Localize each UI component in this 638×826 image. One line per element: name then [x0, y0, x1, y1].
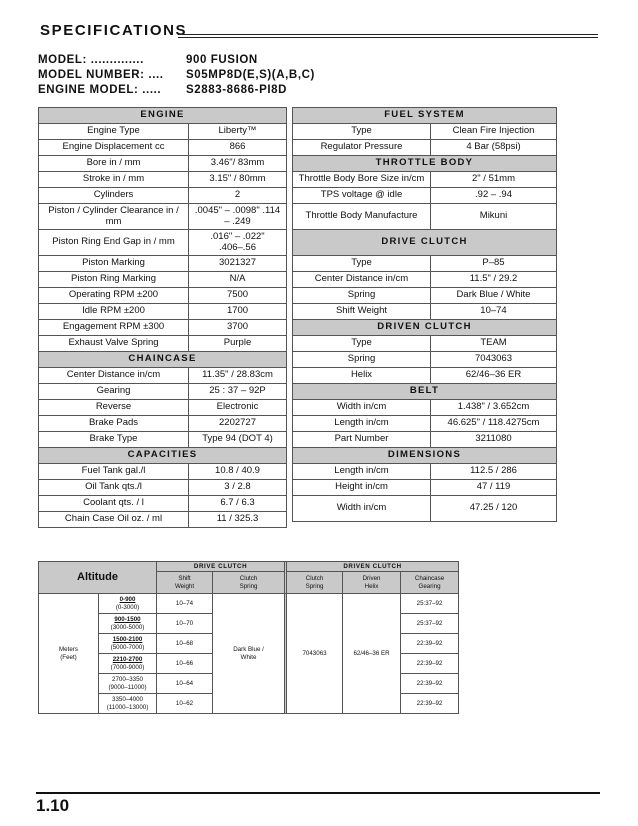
driven-clutch-header: DRIVEN CLUTCH: [293, 320, 557, 336]
shift-weight-value: 10–64: [157, 674, 213, 694]
belt-spec-row: [293, 400, 557, 416]
altitude-range-line: 3350–4000: [112, 696, 143, 704]
throttle-spec-row: [293, 204, 557, 230]
driven-clutch-spec-value: 7043063: [431, 352, 557, 368]
altitude-range-line: 2210-2700: [112, 656, 143, 664]
dimensions-spec-label: Length in/cm: [293, 464, 431, 480]
engine-spec-value: 1700: [189, 304, 287, 320]
belt-spec-label: Length in/cm: [293, 416, 431, 432]
chaincase-spec-label: Brake Type: [39, 432, 189, 448]
shift-weight-value: 10–70: [157, 614, 213, 634]
engine-spec-row: [39, 172, 287, 188]
belt-spec-label: Width in/cm: [293, 400, 431, 416]
chaincase-header: CHAINCASE: [39, 352, 287, 368]
belt-spec-label: Part Number: [293, 432, 431, 448]
driven-clutch-spec-row: [293, 336, 557, 352]
chaincase-spec-value: Type 94 (DOT 4): [189, 432, 287, 448]
capacities-header: CAPACITIES: [39, 448, 287, 464]
chaincase-spec-row: [39, 416, 287, 432]
capacities-spec-row: [39, 480, 287, 496]
clutch-spring-header-line: Clutch: [239, 575, 258, 583]
belt-spec-value: 1.438" / 3.652cm: [431, 400, 557, 416]
driven-clutch-spec-label: Helix: [293, 368, 431, 384]
shift-weight-value: 10–74: [157, 594, 213, 614]
belt-spec-row: [293, 416, 557, 432]
engine-spec-label: Engine Type: [39, 124, 189, 140]
altitude-range: [99, 674, 157, 694]
altitude-range-line: 0-900: [119, 596, 136, 604]
fuel-system-header-row: [293, 108, 557, 124]
altitude-range: [99, 634, 157, 654]
model-number-label: MODEL NUMBER: ....: [38, 69, 164, 81]
chaincase-spec-row: [39, 400, 287, 416]
driven-clutch-spec-value: 62/46–36 ER: [431, 368, 557, 384]
engine-spec-label: Cylinders: [39, 188, 189, 204]
drive-clutch-header: DRIVE CLUTCH: [293, 230, 557, 256]
drive-clutch-spring-value-line: Dark Blue /: [233, 646, 264, 654]
engine-spec-value: 3021327: [189, 256, 287, 272]
drive-clutch-spec-value: Dark Blue / White: [431, 288, 557, 304]
chaincase-header-row: [39, 352, 287, 368]
chaincase-gearing-value: 25:37–92: [401, 614, 459, 634]
chaincase-spec-row: [39, 432, 287, 448]
engine-spec-row: [39, 124, 287, 140]
chaincase-spec-label: Brake Pads: [39, 416, 189, 432]
engine-spec-label: Piston Ring End Gap in / mm: [39, 230, 189, 256]
driven-clutch-spec-value: TEAM: [431, 336, 557, 352]
engine-spec-value: .016" – .022" .406–.56: [189, 230, 287, 256]
driven-clutch-spring-header: [287, 572, 343, 594]
meters-feet-label-line: (Feet): [60, 653, 77, 661]
drive-clutch-spec-value: 10–74: [431, 304, 557, 320]
drive-clutch-spec-value: 11.5" / 29.2: [431, 272, 557, 288]
driven-helix-value: 62/46–36 ER: [343, 594, 401, 714]
altitude-header-row-1: [39, 562, 459, 572]
model-number-value: S05MP8D(E,S)(A,B,C): [186, 69, 315, 81]
drive-clutch-spec-label: Spring: [293, 288, 431, 304]
capacities-spec-row: [39, 496, 287, 512]
belt-spec-row: [293, 432, 557, 448]
chaincase-spec-value: 25 : 37 – 92P: [189, 384, 287, 400]
engine-spec-row: [39, 188, 287, 204]
clutch-spring-header: [213, 572, 285, 594]
dimensions-spec-label: Height in/cm: [293, 480, 431, 496]
engine-spec-value: 3700: [189, 320, 287, 336]
belt-header: BELT: [293, 384, 557, 400]
dimensions-spec-value: 47.25 / 120: [431, 496, 557, 522]
driven-helix-header-line: Helix: [364, 582, 379, 590]
engine-spec-label: Exhaust Valve Spring: [39, 336, 189, 352]
chaincase-spec-row: [39, 384, 287, 400]
drive-clutch-spec-label: Shift Weight: [293, 304, 431, 320]
throttle-body-header-row: [293, 156, 557, 172]
right-spec-table: [292, 107, 557, 522]
chaincase-spec-label: Reverse: [39, 400, 189, 416]
page-number: 1.10: [36, 796, 70, 815]
engine-spec-row: [39, 204, 287, 230]
engine-spec-row: [39, 304, 287, 320]
throttle-spec-value: Mikuni: [431, 204, 557, 230]
meters-feet-label: [39, 594, 99, 714]
altitude-label: Altitude: [39, 562, 157, 594]
throttle-spec-label: TPS voltage @ idle: [293, 188, 431, 204]
altitude-range: [99, 614, 157, 634]
throttle-spec-label: Throttle Body Bore Size in/cm: [293, 172, 431, 188]
model-number-row: [38, 69, 315, 81]
chaincase-spec-value: 11.35" / 28.83cm: [189, 368, 287, 384]
capacities-spec-label: Oil Tank qts./l: [39, 480, 189, 496]
driven-helix-header: [343, 572, 401, 594]
engine-model-row: [38, 84, 287, 96]
engine-spec-value: 2: [189, 188, 287, 204]
dimensions-header-row: [293, 448, 557, 464]
altitude-range-line: 900-1500: [114, 616, 141, 624]
altitude-range-line: (3000-5000): [110, 623, 145, 631]
altitude-range-line: (7000-9000): [110, 663, 145, 671]
model-row: [38, 54, 258, 66]
chaincase-spec-label: Center Distance in/cm: [39, 368, 189, 384]
model-value: 900 FUSION: [186, 54, 258, 66]
engine-spec-value: .0045" – .0098" .114 – .249: [189, 204, 287, 230]
engine-spec-value: 3.46"/ 83mm: [189, 156, 287, 172]
capacities-spec-value: 11 / 325.3: [189, 512, 287, 528]
engine-spec-label: Stroke in / mm: [39, 172, 189, 188]
engine-model-label: ENGINE MODEL: .....: [38, 84, 162, 96]
shift-weight-header-line: Shift: [178, 575, 191, 583]
altitude-range-line: 2700–3350: [112, 676, 143, 684]
throttle-spec-row: [293, 188, 557, 204]
fuel-system-header: FUEL SYSTEM: [293, 108, 557, 124]
engine-spec-label: Operating RPM ±200: [39, 288, 189, 304]
engine-spec-row: [39, 256, 287, 272]
throttle-spec-value: 2" / 51mm: [431, 172, 557, 188]
engine-spec-value: 866: [189, 140, 287, 156]
engine-spec-value: Purple: [189, 336, 287, 352]
chaincase-gearing-value: 22:39–92: [401, 634, 459, 654]
altitude-range: [99, 694, 157, 714]
driven-helix-header-line: Driven: [362, 575, 381, 583]
drive-clutch-spec-label: Center Distance in/cm: [293, 272, 431, 288]
chaincase-spec-value: Electronic: [189, 400, 287, 416]
altitude-range-line: (5000-7000): [110, 643, 145, 651]
drive-clutch-spec-label: Type: [293, 256, 431, 272]
altitude-range-line: (11000–13000): [106, 703, 149, 711]
engine-spec-label: Idle RPM ±200: [39, 304, 189, 320]
engine-spec-row: [39, 288, 287, 304]
altitude-range-line: (9000–11000): [108, 683, 147, 691]
engine-spec-label: Piston / Cylinder Clearance in / mm: [39, 204, 189, 230]
chaincase-gearing-header-line: Chaincase: [414, 575, 445, 583]
engine-spec-label: Bore in / mm: [39, 156, 189, 172]
engine-spec-value: 7500: [189, 288, 287, 304]
engine-spec-row: [39, 320, 287, 336]
driven-clutch-spring-header-line: Clutch: [305, 575, 324, 583]
shift-weight-value: 10–66: [157, 654, 213, 674]
chaincase-gearing-header: [401, 572, 459, 594]
driven-clutch-spec-label: Type: [293, 336, 431, 352]
altitude-range: [99, 654, 157, 674]
drive-clutch-label: DRIVE CLUTCH: [157, 562, 285, 572]
engine-spec-row: [39, 140, 287, 156]
clutch-spring-header-line: Spring: [239, 582, 258, 590]
belt-spec-value: 3211080: [431, 432, 557, 448]
engine-header: ENGINE: [39, 108, 287, 124]
engine-spec-label: Engagement RPM ±300: [39, 320, 189, 336]
engine-spec-label: Piston Marking: [39, 256, 189, 272]
dimensions-spec-value: 47 / 119: [431, 480, 557, 496]
engine-spec-row: [39, 272, 287, 288]
dimensions-header: DIMENSIONS: [293, 448, 557, 464]
chaincase-spec-label: Gearing: [39, 384, 189, 400]
capacities-spec-row: [39, 512, 287, 528]
chaincase-gearing-value: 22:39–92: [401, 654, 459, 674]
fuel-spec-row: [293, 140, 557, 156]
driven-clutch-spring-value: 7043063: [287, 594, 343, 714]
dimensions-spec-row: [293, 464, 557, 480]
engine-spec-value: Liberty™: [189, 124, 287, 140]
title-rule-2: [178, 37, 598, 38]
chaincase-gearing-value: 22:39–92: [401, 674, 459, 694]
capacities-spec-value: 6.7 / 6.3: [189, 496, 287, 512]
drive-clutch-spring-value-line: White: [240, 653, 257, 661]
engine-spec-label: Engine Displacement cc: [39, 140, 189, 156]
driven-clutch-header-row: [293, 320, 557, 336]
chaincase-gearing-value: 22:39–92: [401, 694, 459, 714]
throttle-body-header: THROTTLE BODY: [293, 156, 557, 172]
altitude-range: [99, 594, 157, 614]
dimensions-spec-label: Width in/cm: [293, 496, 431, 522]
drive-clutch-spring-value: [213, 594, 285, 714]
throttle-spec-label: Throttle Body Manufacture: [293, 204, 431, 230]
altitude-row: [39, 594, 459, 614]
capacities-spec-label: Coolant qts. / l: [39, 496, 189, 512]
engine-header-row: [39, 108, 287, 124]
engine-spec-row: [39, 336, 287, 352]
engine-spec-label: Piston Ring Marking: [39, 272, 189, 288]
chaincase-gearing-header-line: Gearing: [418, 582, 441, 590]
belt-spec-value: 46.625" / 118.4275cm: [431, 416, 557, 432]
capacities-spec-value: 3 / 2.8: [189, 480, 287, 496]
capacities-spec-label: Chain Case Oil oz. / ml: [39, 512, 189, 528]
fuel-spec-value: Clean Fire Injection: [431, 124, 557, 140]
throttle-spec-row: [293, 172, 557, 188]
chaincase-spec-value: 2202727: [189, 416, 287, 432]
footer-rule: [36, 792, 600, 794]
driven-clutch-label: DRIVEN CLUTCH: [287, 562, 459, 572]
throttle-spec-value: .92 – .94: [431, 188, 557, 204]
drive-clutch-header-row: [293, 230, 557, 256]
chaincase-spec-row: [39, 368, 287, 384]
fuel-spec-label: Regulator Pressure: [293, 140, 431, 156]
engine-spec-row: [39, 156, 287, 172]
shift-weight-header-line: Weight: [174, 582, 195, 590]
model-label: MODEL: ..............: [38, 54, 144, 66]
fuel-spec-row: [293, 124, 557, 140]
capacities-spec-label: Fuel Tank gal./l: [39, 464, 189, 480]
chaincase-gearing-value: 25:37–92: [401, 594, 459, 614]
capacities-header-row: [39, 448, 287, 464]
dimensions-spec-value: 112.5 / 286: [431, 464, 557, 480]
title-rule: [178, 34, 598, 35]
drive-clutch-spec-row: [293, 288, 557, 304]
altitude-range-line: (0-3000): [115, 603, 140, 611]
fuel-spec-value: 4 Bar (58psi): [431, 140, 557, 156]
driven-clutch-spec-row: [293, 352, 557, 368]
engine-spec-value: N/A: [189, 272, 287, 288]
left-spec-table: [38, 107, 287, 528]
driven-clutch-spring-header-line: Spring: [305, 582, 324, 590]
drive-clutch-spec-row: [293, 272, 557, 288]
engine-spec-value: 3.15" / 80mm: [189, 172, 287, 188]
shift-weight-header: [157, 572, 213, 594]
altitude-table: [38, 561, 459, 714]
engine-spec-row: [39, 230, 287, 256]
altitude-range-line: 1500-2100: [112, 636, 143, 644]
drive-clutch-spec-row: [293, 256, 557, 272]
capacities-spec-row: [39, 464, 287, 480]
dimensions-spec-row: [293, 480, 557, 496]
driven-clutch-spec-row: [293, 368, 557, 384]
shift-weight-value: 10–62: [157, 694, 213, 714]
meters-feet-label-line: Meters: [59, 646, 78, 654]
drive-clutch-spec-value: P–85: [431, 256, 557, 272]
engine-model-value: S2883-8686-PI8D: [186, 84, 288, 96]
capacities-spec-value: 10.8 / 40.9: [189, 464, 287, 480]
belt-header-row: [293, 384, 557, 400]
drive-clutch-spec-row: [293, 304, 557, 320]
fuel-spec-label: Type: [293, 124, 431, 140]
driven-clutch-spec-label: Spring: [293, 352, 431, 368]
dimensions-spec-row: [293, 496, 557, 522]
shift-weight-value: 10–68: [157, 634, 213, 654]
page-title: SPECIFICATIONS: [40, 22, 188, 39]
